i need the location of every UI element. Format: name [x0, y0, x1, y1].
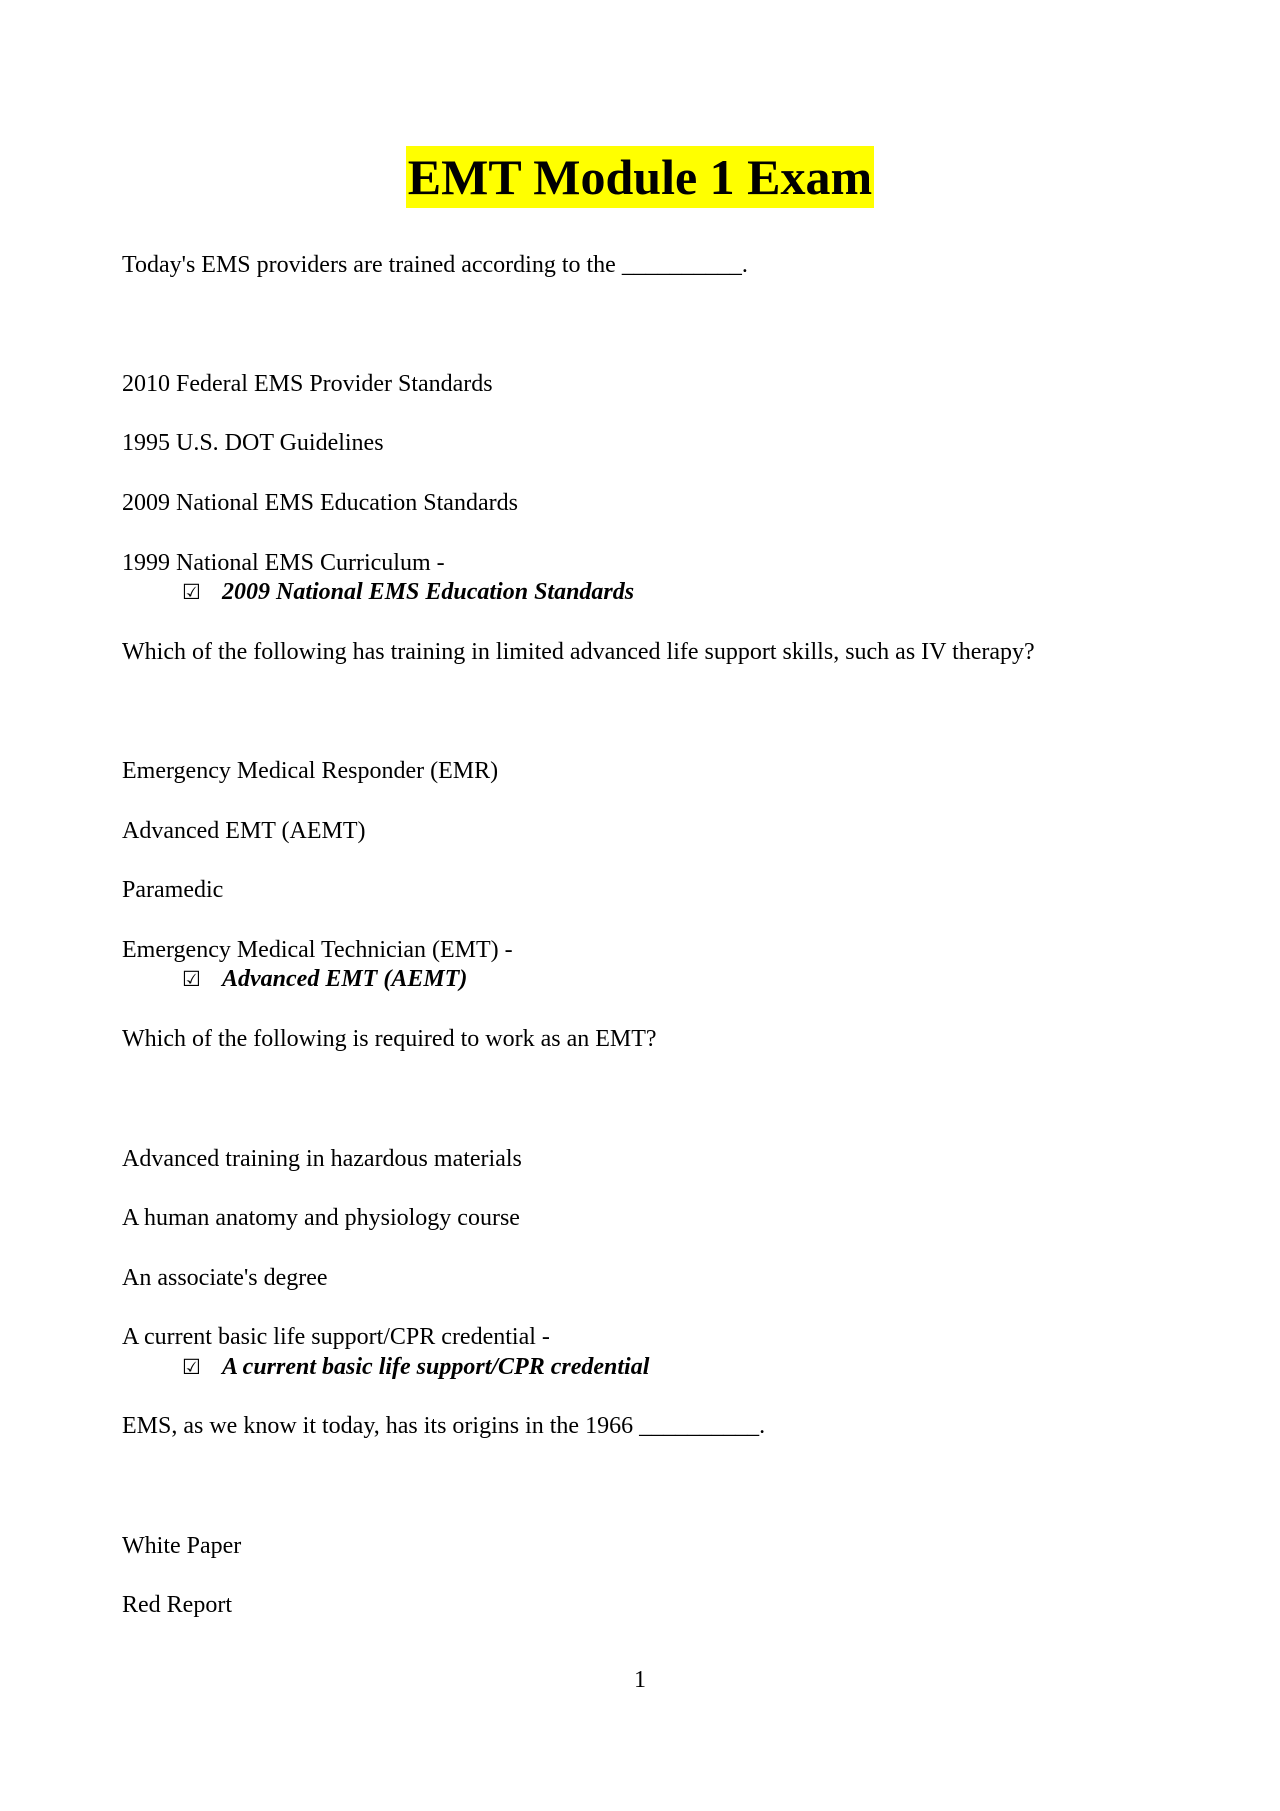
answer-option: Advanced training in hazardous materials — [122, 1146, 522, 1172]
answer-option: A human anatomy and physiology course — [122, 1205, 520, 1231]
question-prompt: Today's EMS providers are trained according to the __________. — [122, 252, 748, 278]
checkbox-checked-icon: ☑ — [182, 580, 201, 604]
correct-answer-text: Advanced EMT (AEMT) — [222, 966, 468, 992]
correct-answer-text: A current basic life support/CPR credential — [222, 1354, 650, 1380]
title-block — [0, 146, 1280, 208]
answer-option: A current basic life support/CPR credential - — [122, 1324, 550, 1350]
answer-option: 1995 U.S. DOT Guidelines — [122, 430, 384, 456]
question-prompt: Which of the following is required to work as an EMT? — [122, 1026, 657, 1052]
page-title: EMT Module 1 Exam — [406, 146, 874, 208]
correct-answer — [182, 1352, 649, 1382]
page-number: 1 — [634, 1667, 646, 1693]
answer-option: 2010 Federal EMS Provider Standards — [122, 371, 493, 397]
answer-option: Paramedic — [122, 877, 224, 903]
answer-option: 1999 National EMS Curriculum - — [122, 550, 445, 576]
correct-answer — [182, 577, 634, 607]
answer-option: Emergency Medical Responder (EMR) — [122, 758, 499, 784]
question-prompt: Which of the following has training in limited advanced life support skills, such as IV therapy? — [122, 639, 1035, 665]
answer-option: 2009 National EMS Education Standards — [122, 490, 518, 516]
correct-answer-text: 2009 National EMS Education Standards — [222, 579, 635, 605]
answer-option: An associate's degree — [122, 1265, 328, 1291]
answer-option: Red Report — [122, 1592, 232, 1618]
answer-option: Advanced EMT (AEMT) — [122, 818, 366, 844]
answer-option: Emergency Medical Technician (EMT) - — [122, 937, 513, 963]
answer-option: White Paper — [122, 1533, 242, 1559]
question-prompt: EMS, as we know it today, has its origins in the 1966 __________. — [122, 1413, 766, 1439]
checkbox-checked-icon: ☑ — [182, 967, 201, 991]
correct-answer — [182, 964, 467, 994]
checkbox-checked-icon: ☑ — [182, 1355, 201, 1379]
